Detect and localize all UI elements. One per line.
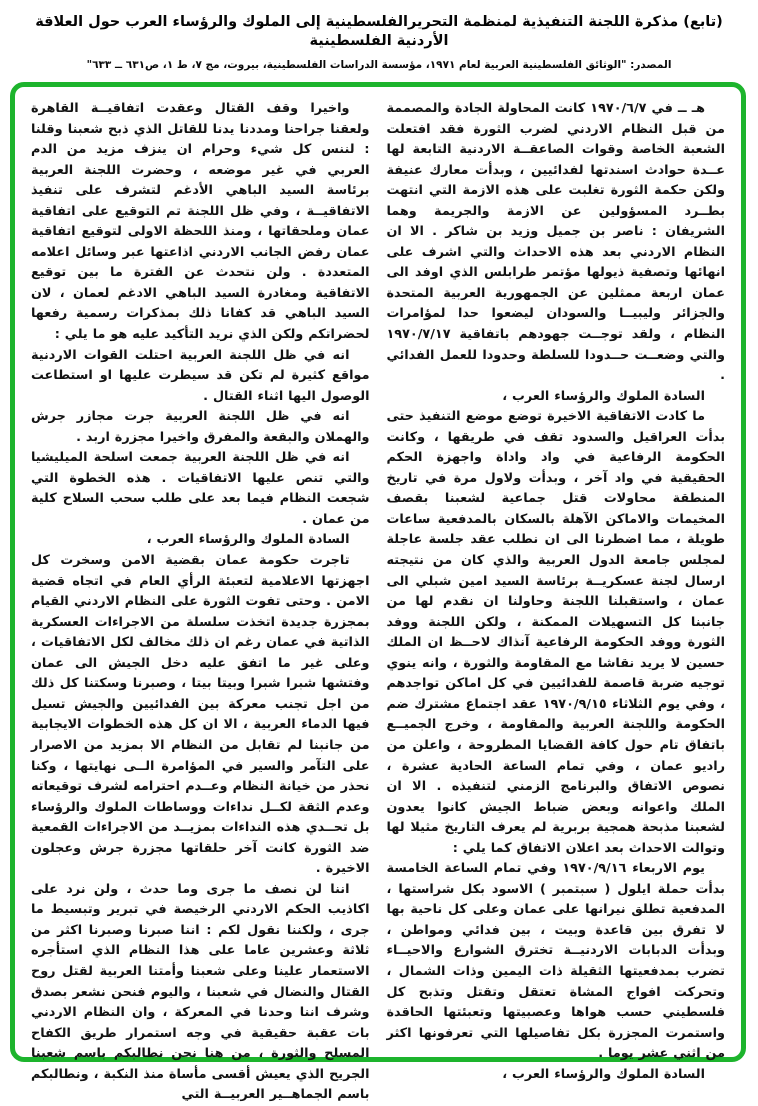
- source-citation: المصدر: "الوثائق الفلسطينية العربية لعام ١٩٧١، مؤسسة الدراسات الفلسطينية، بيروت، مج ٧، ط ١، ص٦٣١ ــ ٦٣٣": [86, 59, 672, 71]
- paragraph-right-1: هـ ــ في ١٩٧٠/٦/٧ كانت المحاولة الجادة والمصممة من قبل النظام الاردني لضرب الثورة فقد افتعلت الشعبة الخاصة وقوات الصاعقــة الاردنية التابعة لها عــدة حوادث اسندتها لفدائيين ، وبدأت معارك عنيفة ولكن حكمة الثورة تغلبت على هذه الازمة التي انتهت بطــرد المسؤولين عن الازمة والجريمة وهما الشريفان : ناصر بن جميل وزيد بن شاكر . الا ان النظام الاردني بعد هذه الاحداث والتي اشرف على انهائها وتصفية ذيولها مؤتمر طرابلس الذي اوفد الى عمان اربعة ممثلين عن الجمهورية العربية المتحدة والجزائر وليبيــا والسودان ليضعوا حدا لمؤامرات النظام ، ولقد توجــت جهودهم باتفاقية ١٩٧٠/٧/١٧ والتي وضعــت حــدودا للسلطة وحدودا للعمل الفدائي .: [386, 101, 725, 384]
- paragraph-left-7: اننا لن نصف ما جرى وما حدث ، ولن نرد على اكاذيب الحكم الاردني الرخيصة في تبرير وتبسيط ما جرى ، ولكننا نقول لكم : اننا صبرنا وصبرنا اكثر من ثلاثة وعشرين عاما على هذا النظام الذي استأجره الاستعمار علينا وعلى شعبنا وأمتنا العربية لقتل روح القتال والنضال في شعبنا ، واليوم فنحن نشعر بصدق وشرف اننا وحدنا في المعركة ، وان النظام الاردني بات عقبة حقيقية في وجه استمرار طريق الكفاح المسلح والثورة ، من هنا نحن نطالبكم باسم شعبنا الجريح الذي يعيش أقسى مأساة منذ النكبة ، ونطالبكم باسم الجماهــير العربيــة التي: [31, 881, 370, 1103]
- paragraph-left-6: تاجرت حكومة عمان بقضية الامن وسخرت كل اجهزتها الاعلامية لتعبئة الرأي العام في اتجاه قضية الامن . وحتى تفوت الثورة على النظام الاردني القيام بمجزرة جديدة اتخذت سلسلة من الاجراءات العسكرية الذاتية في عمان رغم ان ذلك مخالف لكل الاتفاقيات ، وعلى غير ما اتفق عليه دخل الجيش الى عمان وفتشها شبرا شبرا وبيتا بيتا ، وصبرنا وسكتنا كل ذلك من اجل تجنب معركة بين الفدائيين والجيش تسيل فيها الدماء العربية ، الا ان كل هذه الخطوات الايجابية من جانبنا لم تقابل من النظام الا بمزيد من الاصرار على التآمر والسير في المؤامرة الــى نهايتها ، وكنا نحذر من خيانة النظام وعــدم احترامه لشرف توقيعاته وعدم الثقة لكــل نداءات ووساطات الملوك والرؤساء بل تحــدي هذه النداءات بمزيــد من الاجراءات القمعية ضد الثورة كانت آخر حلقاتها مجزرة جرش وعجلون الاخيرة .: [31, 553, 370, 877]
- two-column-text: [31, 99, 725, 1103]
- paragraph-right-2-salutation: السادة الملوك والرؤساء العرب ،: [502, 388, 705, 404]
- paragraph-right-3: ما كادت الاتفاقية الاخيرة توضع موضع التنفيذ حتى بدأت العراقيل والسدود تقف في طريقها ، وكانت الحكومة الرفاعية في واد واداة واجهزة الحكم الحقيقية في واد آخر ، وبدأت ولاول مرة في تاريخ المنطقة محاولات قتل جماعية لشعبنا بقصف المخيمات والاماكن الآهلة بالسكان بالمدفعية ساعات طويلة ، مما اضطرنا الى ان نطلب عقد جلسة عاجلة لمجلس جامعة الدول العربية والذي كان من نتيجته ارسال لجنة عسكريــة برئاسة السيد امين شبلي الى عمان ، واستقبلنا اللجنة وحاولنا ان نقدم لها من جانبنا كل التسهيلات الممكنة ، ولكن اللجنة ووفد الثورة ووفد الحكومة الرفاعية آنذاك لاحــظ ان الملك حسين لا يريد نقاشا مع المقاومة والثورة ، وانه ينوي توجيه ضربة قاصمة للفدائيين في كل اماكن تواجدهم ، وفي يوم الثلاثاء ١٩٧٠/٩/١٥ عقد اجتماع مشترك ضم الحكومة واللجنة العربية والمقاومة ، وخرج الجميــع باتفاق تام حول كافة القضايا المطروحة ، واعلن من راديو عمان ، وفي تمام الساعة الحادية عشرة ، نصوص الاتفاق والبرنامج الزمني لتنفيذه . الا ان الملك واعوانه وبعض ضباط الجيش كانوا يعدون لشعبنا مذبحة همجية بربرية لم يعرف التاريخ مثيلا لها وتوالت الاحداث بعد اعلان الاتفاق كما يلي :: [386, 409, 725, 856]
- paragraph-left-5-salutation: السادة الملوك والرؤساء العرب ،: [146, 532, 350, 548]
- paragraph-left-4: انه في ظل اللجنة العربية جمعت اسلحة الميليشيا والتي تنص عليها الاتفاقيات . هذه الخطوة التي شجعت النظام فيما بعد على طلب سحب السلاح كلية من عمان .: [31, 450, 370, 527]
- column-left: [31, 99, 370, 1103]
- page-title: (تابع) مذكرة اللجنة التنفيذية لمنظمة التحريرالفلسطينية إلى الملوك والرؤساء العرب حول العلاقة الأردنية الفلسطينية: [35, 14, 723, 49]
- paragraph-left-2: انه في ظل اللجنة العربية احتلت القوات الاردنية مواقع كثيرة لم تكن قد سيطرت عليها او استطاعت الوصول اليها اثناء القتال .: [31, 347, 370, 404]
- paragraph-left-1: واخيرا وقف القتال وعقدت اتفاقيــة القاهرة ولعقنا جراحنا ومددنا يدنا للقاتل الذي ذبح شعبنا وقلنا : لننس كل شيء وحرام ان ينزف مزيد من الدم العربي في غير موضعه ، وحضرت اللجنة العربية برئاسة السيد الباهي الأدغم لتشرف على تنفيذ الاتفاقيــة ، وفي ظل اللجنة تم التوقيع على اتفاقية عمان وملحقاتها ، ومنذ اللحظة الاولى لتوقيع اتفاقية عمان رفض الجانب الاردني اذاعتها عبر وسائل اعلامه المتعددة . ولن نتحدث عن الفترة ما بين توقيع الاتفاقية ومغادرة السيد الباهي الادغم لعمان ، لان السيد الباهي قد كفانا ذلك بمذكرات رسمية رفعها لحضراتكم ولكن الذي نريد التأكيد عليه هو ما يلي :: [31, 101, 370, 343]
- document-frame: [10, 82, 746, 1103]
- document-header: [0, 0, 758, 71]
- paragraph-right-5-salutation: السادة الملوك والرؤساء العرب ،: [502, 1066, 705, 1082]
- paragraph-left-3: انه في ظل اللجنة العربية جرت مجازر جرش والهملان والبقعة والمفرق واخيرا مجزرة اربد .: [31, 409, 370, 445]
- paragraph-right-4: يوم الاربعاء ١٩٧٠/٩/١٦ وفي تمام الساعة الخامسة بدأت حملة ايلول ( سبتمبر ) الاسود بكل شراستها ، المدفعية تطلق نيرانها على عمان وعلى كل ناحية بها لا تفرق بين قاعدة وبيت ، بين فدائي ومواطن ، وبدأت الدبابات الاردنيــة تخترق الشوارع والاحيــاء تضرب بمدفعيتها الثقيلة ذات اليمين وذات الشمال ، وتحركت افواج المشاة تعتقل وتقتل وتذبح كل فلسطيني حسب هواها وعصبيتها وتعبئتها الحاقدة واستمرت المجزرة بكل تفاصيلها التي تعرفونها اكثر من اثني عشر يوما .: [386, 861, 725, 1062]
- column-right: [386, 99, 726, 1082]
